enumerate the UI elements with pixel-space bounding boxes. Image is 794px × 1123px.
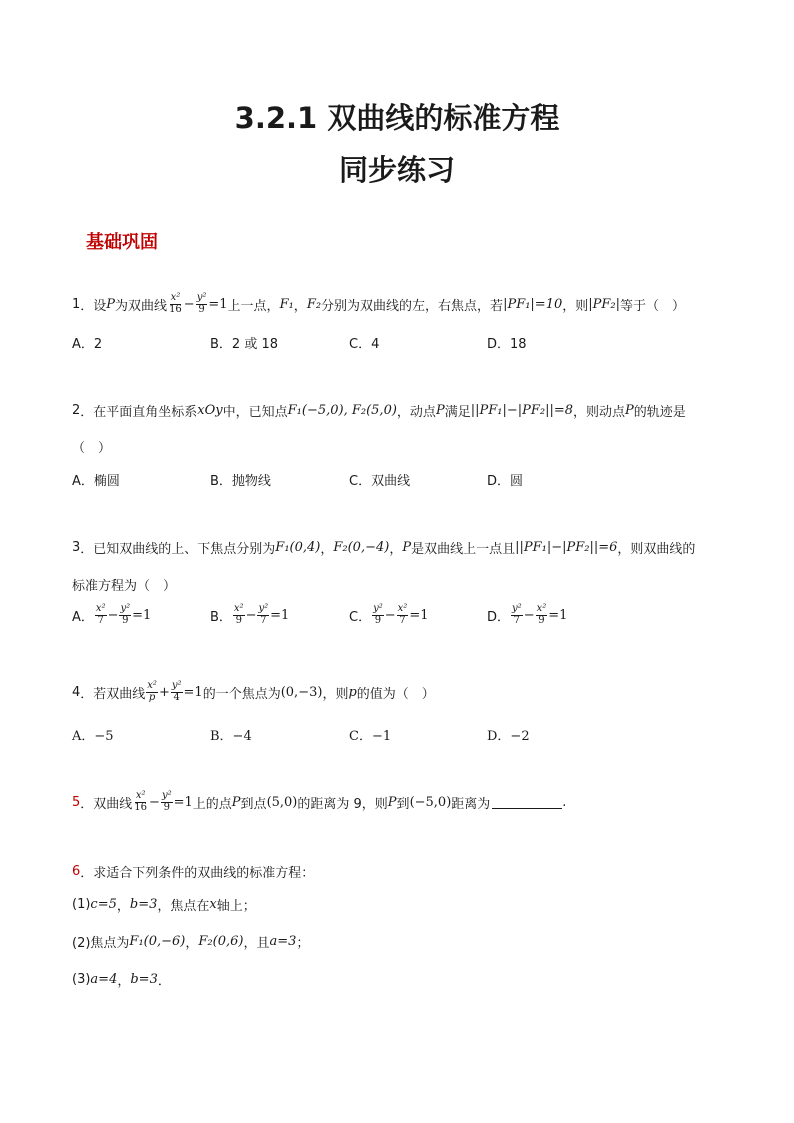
option-c: C．4 (349, 337, 380, 352)
option-c: C．−1 (349, 729, 392, 744)
option-c: C． $\frac{\text{y²}}{9}$ − $\frac{\text{x²}}{7}$ =1 (349, 603, 429, 626)
question-number: 6 (72, 864, 81, 879)
page-subtitle: 同步练习 (338, 153, 455, 187)
fraction: $\frac{\text{x²}}{16}$ (169, 292, 182, 315)
question-4: 4 ．若双曲线 $\frac{\text{x²}}{p}$ + $\frac{\text{y²}}{4}$ =1 的一个焦点为 (0,−3) ，则 p 的值为（ ） (72, 680, 435, 703)
question-6-part-3: (3) a=4 ， b=3 ． (72, 972, 171, 989)
option-b: B．−4 (210, 729, 252, 744)
fraction: $\frac{\text{y²}}{9}$ (196, 292, 207, 315)
option-a: A．−5 (72, 729, 114, 744)
question-number: 1 (72, 296, 81, 312)
question-2: 2 ．在平面直角坐标系 xOy 中，已知点 F₁(−5,0), F₂(5,0) ，动点 P 满足 ||PF₁|−|PF₂||=8 ，则动点 P 的轨迹是 (72, 403, 686, 420)
question-6-part-1: (1) c=5 ， b=3 ，焦点在 x 轴上； (72, 897, 256, 914)
question-6-part-2: (2)焦点为 F₁(0,−6) ， F₂(0,6) ，且 a=3 ； (72, 934, 310, 951)
question-5: 5 ．双曲线 $\frac{\text{x²}}{16}$ − $\frac{\text{y²}}{9}$ =1 上的点 P 到点 (5,0) 的距离为 9，则 P 到 (−5,0) 距离为 . (72, 790, 567, 813)
fraction: $\frac{\text{y²}}{9}$ (161, 790, 172, 813)
question-1: 1 ．设 P 为双曲线 $\frac{\text{x²}}{16}$ − $\frac{\text{y²}}{9}$ =1 上一点， F₁ ， F₂ 分别为双曲线的左，右焦点，若 |PF₁|=10 ，则 |PF₂| 等于（ ） (72, 292, 686, 315)
option-a: A．2 (72, 337, 103, 352)
question-3-cont: 标准方程为（ ） (72, 579, 177, 594)
option-d: D．−2 (487, 729, 530, 744)
option-d: D．18 (487, 337, 527, 352)
question-6: 6 ．求适合下列条件的双曲线的标准方程： (72, 864, 315, 881)
section-heading: 基础巩固 (86, 232, 158, 253)
answer-blank[interactable] (492, 796, 562, 809)
option-a: A．椭圆 (72, 474, 120, 489)
option-b: B． $\frac{\text{x²}}{9}$ − $\frac{\text{y²}}{7}$ =1 (210, 603, 290, 626)
question-number: 4 (72, 684, 81, 700)
question-2-cont: （ ） (72, 441, 112, 456)
option-b: B．2 或 18 (210, 337, 278, 352)
option-c: C．双曲线 (349, 474, 411, 489)
option-d: D．圆 (487, 474, 524, 489)
question-number: 3 (72, 540, 81, 555)
option-b: B．抛物线 (210, 474, 271, 489)
fraction: $\frac{\text{x²}}{p}$ (147, 680, 157, 703)
page-title: 3.2.1 双曲线的标准方程 (234, 101, 560, 135)
question-number: 5 (72, 794, 81, 810)
option-a: A． $\frac{\text{x²}}{7}$ − $\frac{\text{y²}}{9}$ =1 (72, 603, 152, 626)
fraction: $\frac{\text{x²}}{16}$ (134, 790, 148, 813)
question-number: 2 (72, 403, 81, 418)
option-d: D． $\frac{\text{y²}}{7}$ − $\frac{\text{x²}}{9}$ =1 (487, 603, 568, 626)
question-3: 3 ．已知双曲线的上、下焦点分别为 F₁(0,4) ， F₂(0,−4) ， P 是双曲线上一点且 ||PF₁|−|PF₂||=6 ，则双曲线的 (72, 540, 696, 557)
fraction: $\frac{\text{y²}}{4}$ (171, 680, 182, 703)
